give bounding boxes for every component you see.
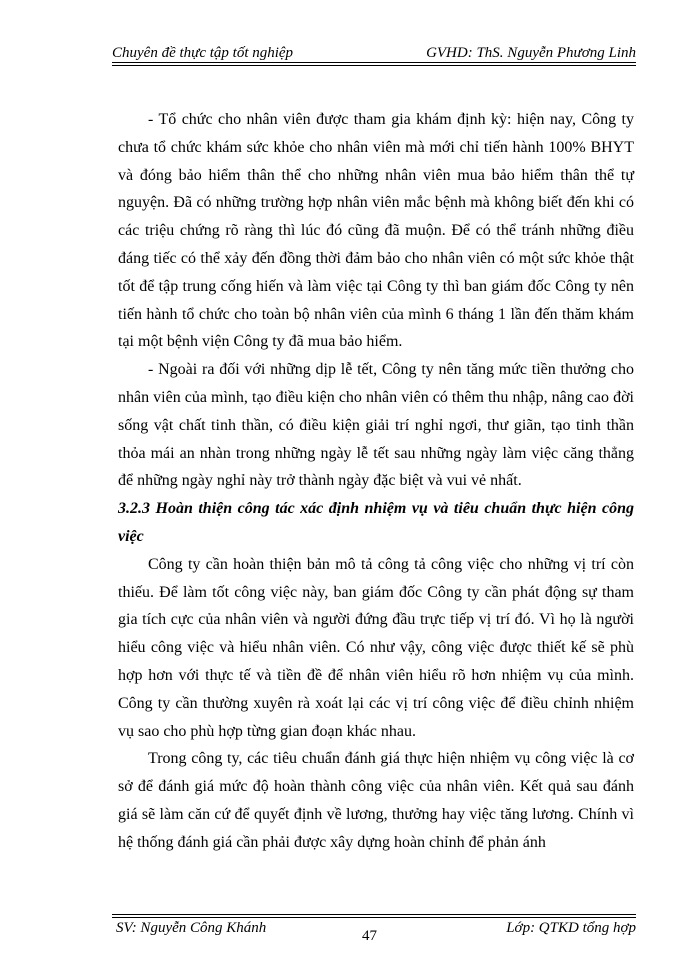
paragraph-job-description: Công ty cần hoàn thiện bản mô tả công tả công việc cho những vị trí còn thiếu. Để làm tốt công việc này, ban giám đốc Công ty cần phát động sự tham gia tích cực của nhân viên và người đứng đầu trực tiếp vị trí đó. Vì họ là người hiểu công việc và hiểu nhân viên. Có như vậy, công việc được thiết kế sẽ phù hợp hơn với thực tế và tiền đề để nhân viên hiểu rõ hơn nhiệm vụ của mình. Công ty cần thường xuyên rà xoát lại các vị trí công việc để điều chỉnh nhiệm vụ sao cho phù hợp từng gian đoạn khác nhau.	[118, 555, 634, 740]
header-course-title: Chuyên đề thực tập tốt nghiệp	[112, 45, 294, 61]
footer-class-name: Lớp: QTKD tổng hợp	[506, 920, 636, 936]
page-footer	[112, 918, 636, 944]
page-header	[112, 38, 636, 63]
paragraph-holiday-bonus: - Ngoài ra đối với những dịp lễ tết, Công ty nên tăng mức tiền thưởng cho nhân viên của mình, tạo điều kiện cho nhân viên có thêm thu nhập, nâng cao đời sống vật chất tinh thần, có điều kiện giải trí nghỉ ngơi, thư giãn, tạo tinh thần thỏa mái an nhàn trong những ngày lễ tết sau những ngày làm việc căng thẳng để những ngày nghỉ này trở thành ngày đặc biệt và vui vẻ nhất.	[118, 361, 634, 490]
paragraph-health-checkup: - Tổ chức cho nhân viên được tham gia khám định kỳ: hiện nay, Công ty chưa tổ chức khám sức khỏe cho nhân viên mà mới chỉ tiến hành 100% BHYT và đóng bảo hiểm thân thể cho những nhân viên mua bảo hiểm thân thể tự nguyện. Đã có những trường hợp nhân viên mắc bệnh mà không biết đến khi có các triệu chứng rõ ràng thì lúc đó cũng đã muộn. Để có thể tránh những điều đáng tiếc có thể xảy đến đồng thời đảm bảo cho nhân viên có một sức khỏe thật tốt để tập trung cống hiến và làm việc tại Công ty thì ban giám đốc Công ty nên tiến hành tổ chức cho toàn bộ nhân viên của mình 6 tháng 1 lần đến thăm khám tại một bệnh viện Công ty đã mua bảo hiểm.	[118, 111, 634, 351]
section-heading: 3.2.3 Hoàn thiện công tác xác định nhiệm vụ và tiêu chuẩn thực hiện công việc	[118, 500, 634, 545]
footer-divider	[112, 914, 636, 915]
page-number: 47	[362, 928, 377, 944]
header-supervisor: GVHD: ThS. Nguyễn Phương Linh	[426, 45, 636, 61]
paragraph-evaluation-standards: Trong công ty, các tiêu chuẩn đánh giá thực hiện nhiệm vụ công việc là cơ sở để đánh giá mức độ hoàn thành công việc của nhân viên. Kết quả sau đánh giá sẽ làm căn cứ để quyết định về lương, thưởng hay việc tăng lương. Chính vì hệ thống đánh giá cần phải được xây dựng hoàn chỉnh để phản ánh	[118, 750, 634, 851]
footer-student-name: SV: Nguyễn Công Khánh	[116, 920, 267, 936]
page-body	[118, 106, 634, 857]
header-divider	[112, 65, 636, 66]
